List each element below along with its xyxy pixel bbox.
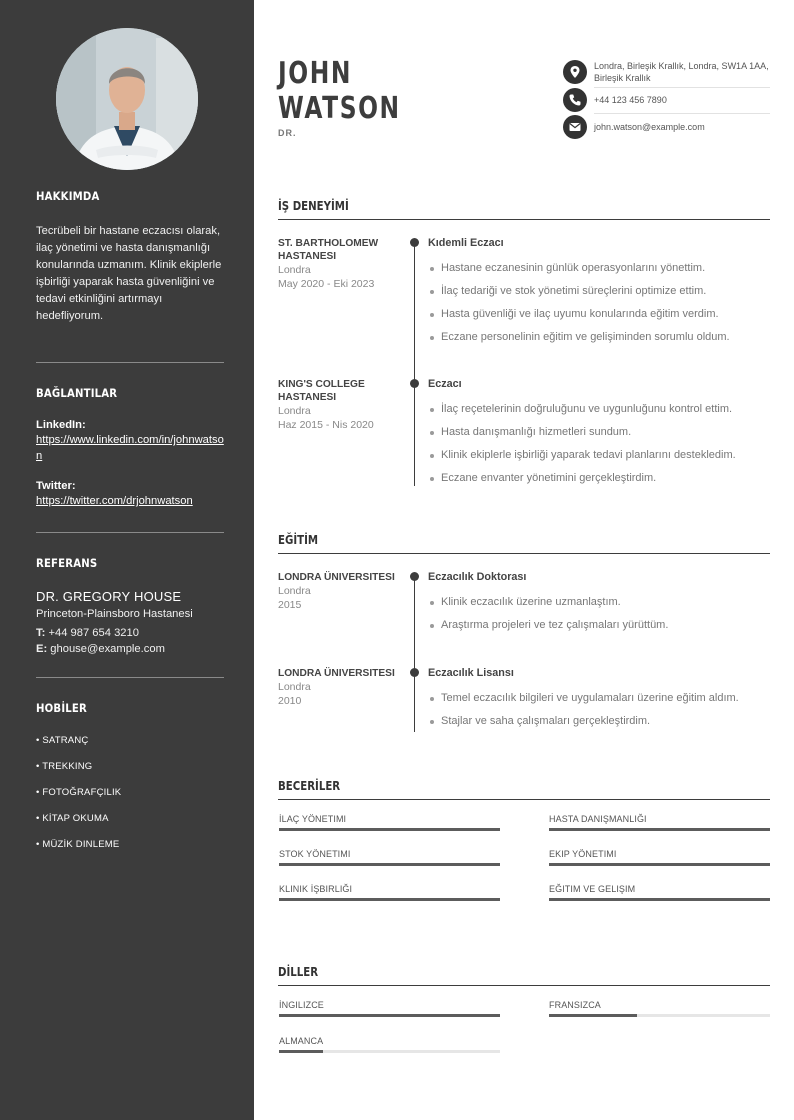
hobby-item: • MÜZİK DINLEME [36,839,120,850]
skill-item [279,884,500,894]
language-item [549,1000,770,1010]
language-label: FRANSIZCA [549,1000,601,1010]
about-title: HAKKIMDA [36,189,100,203]
hobbies-section [36,701,224,715]
language-bar-fill [279,1014,500,1017]
bullet-item: Klinik eczacılık üzerine uzmanlaştım. [428,595,668,618]
skill-label: HASTA DANIŞMANLIĞI [549,814,647,824]
language-item [279,1036,500,1046]
bullet-item: Hasta danışmanlığı hizmetleri sundum. [428,425,736,448]
first-name: JOHN [278,56,353,91]
skill-bar-fill [549,898,770,901]
doctor-portrait-image [56,28,198,170]
person-name [278,56,401,126]
reference-details [36,589,224,657]
skill-item [279,849,500,859]
linkedin-link-block [36,419,224,464]
hobbies-list [36,728,224,858]
reference-title: REFERANS [36,556,98,570]
skill-item [549,884,770,894]
hobby-item: • KİTAP OKUMA [36,813,109,824]
bullet-item: Temel eczacılık bilgileri ve uygulamaları üzerine eğitim aldım. [428,691,739,714]
entry-dates: 2015 [278,599,302,611]
contact-phone: +44 123 456 7890 [594,95,667,105]
sidebar-divider [36,362,224,363]
twitter-link[interactable]: https://twitter.com/drjohnwatson [36,495,193,507]
entry-role: Eczacı [428,378,462,390]
entry-role: Eczacılık Doktorası [428,571,527,583]
entry-location: Londra [278,585,311,597]
linkedin-link[interactable]: https://www.linkedin.com/in/johnwatson [36,434,224,462]
entry-location: Londra [278,681,311,693]
skill-bar-fill [279,828,500,831]
language-bar-fill [549,1014,637,1017]
language-bar-track [279,1050,500,1053]
languages-title: DİLLER [278,965,319,979]
last-name: WATSON [278,91,401,126]
skill-bar-track [549,898,770,901]
entry-bullets [428,402,736,494]
reference-email-label: E: [36,643,48,655]
timeline-line [414,576,415,732]
bullet-item: İlaç tedariği ve stok yönetimi süreçlerini optimize ettim. [428,284,730,307]
section-rule [278,553,770,554]
location-pin-icon [563,60,587,84]
reference-phone: +44 987 654 3210 [48,627,139,639]
timeline-dot [410,572,419,581]
timeline-dot [410,238,419,247]
entry-role: Eczacılık Lisansı [428,667,514,679]
contact-address: Londra, Birleşik Krallık, Londra, SW1A 1AA, Birleşik Krallık [594,61,769,83]
twitter-label: Twitter: [36,480,76,492]
entry-dates: 2010 [278,695,302,707]
reference-phone-label: T: [36,627,46,639]
entry-bullets [428,261,730,353]
about-text: Tecrübeli bir hastane eczacısı olarak, ilaç yönetimi ve hasta danışmanlığı konularında uzmanım. Klinik ekiplerle işbirliği yaparak hasta güvenliğini ve tedavi etkinliğini artırmayı hedefliyorum. [36,225,222,322]
person-title: DR. [278,128,297,138]
skill-label: EĞITIM VE GELIŞIM [549,884,636,894]
entry-bullets [428,691,739,737]
hobby-item: • FOTOĞRAFÇILIK [36,787,122,798]
language-item [279,1000,500,1010]
entry-org [278,378,398,432]
reference-section [36,556,224,570]
reference-email-row [36,641,224,657]
reference-email: ghouse@example.com [50,643,165,655]
contact-divider [594,87,770,88]
entry-org [278,237,398,291]
bullet-item: İlaç reçetelerinin doğruluğunu ve uygunluğunu kontrol ettim. [428,402,736,425]
about-section [36,189,224,203]
bullet-item: Hasta güvenliği ve ilaç uyumu konularında eğitim verdim. [428,307,730,330]
skill-item [549,814,770,824]
bullet-item: Klinik ekiplerle işbirliği yaparak tedavi planlarını destekledim. [428,448,736,471]
entry-location: Londra [278,405,311,417]
email-icon [563,115,587,139]
skill-bar-track [549,863,770,866]
timeline-dot [410,668,419,677]
avatar [56,28,198,170]
entry-org-name: KING'S COLLEGE HASTANESI [278,379,365,403]
skills-title: BECERİLER [278,779,341,793]
skill-item [549,849,770,859]
skill-bar-track [549,828,770,831]
twitter-link-block [36,480,224,509]
hobby-item: • TREKKING [36,761,93,772]
timeline-dot [410,379,419,388]
skill-bar-track [279,828,500,831]
linkedin-label: LinkedIn: [36,419,86,431]
timeline-line [414,242,415,486]
contact-divider [594,113,770,114]
language-bar-fill [279,1050,323,1053]
skill-label: EKIP YÖNETIMI [549,849,617,859]
entry-role: Kıdemli Eczacı [428,237,504,249]
language-label: İNGILIZCE [279,1000,324,1010]
skill-label: İLAÇ YÖNETIMI [279,814,347,824]
skill-bar-track [279,863,500,866]
skill-bar-fill [279,898,500,901]
bullet-item: Hastane eczanesinin günlük operasyonlarını yönettim. [428,261,730,284]
links-section [36,386,224,400]
bullet-item: Stajlar ve saha çalışmaları gerçekleştirdim. [428,714,739,737]
experience-title: İŞ DENEYİMİ [278,199,349,213]
skill-label: KLINIK İŞBIRLIĞI [279,884,353,894]
skill-bar-fill [279,863,500,866]
section-rule [278,799,770,800]
entry-dates: May 2020 - Eki 2023 [278,278,375,290]
entry-location: Londra [278,264,311,276]
skill-label: STOK YÖNETIMI [279,849,351,859]
section-rule [278,219,770,220]
sidebar-divider [36,532,224,533]
phone-icon [563,88,587,112]
contact-email[interactable]: john.watson@example.com [594,122,705,132]
entry-org-name: LONDRA ÜNIVERSITESI [278,668,395,679]
hobby-item: • SATRANÇ [36,735,89,746]
entry-bullets [428,595,668,641]
bullet-item: Eczane envanter yönetimini gerçekleştirdim. [428,471,736,494]
sidebar [0,0,254,1120]
entry-org-name: LONDRA ÜNIVERSITESI [278,572,395,583]
sidebar-divider [36,677,224,678]
reference-org: Princeton-Plainsboro Hastanesi [36,608,193,620]
skill-item [279,814,500,824]
bullet-item: Eczane personelinin eğitim ve gelişiminden sorumlu oldum. [428,330,730,353]
reference-name: DR. GREGORY HOUSE [36,589,182,604]
education-title: EĞİTİM [278,533,319,547]
skill-bar-track [279,898,500,901]
reference-phone-row [36,625,224,641]
entry-dates: Haz 2015 - Nis 2020 [278,419,374,431]
language-bar-track [549,1014,770,1017]
language-bar-track [279,1014,500,1017]
entry-org-name: ST. BARTHOLOMEW HASTANESI [278,238,379,262]
skill-bar-fill [549,828,770,831]
links-title: BAĞLANTILAR [36,386,118,400]
section-rule [278,985,770,986]
entry-org [278,571,398,612]
entry-org [278,667,398,708]
skill-bar-fill [549,863,770,866]
hobbies-title: HOBİLER [36,701,87,715]
language-label: ALMANCA [279,1036,324,1046]
bullet-item: Araştırma projeleri ve tez çalışmaları yürüttüm. [428,618,668,641]
